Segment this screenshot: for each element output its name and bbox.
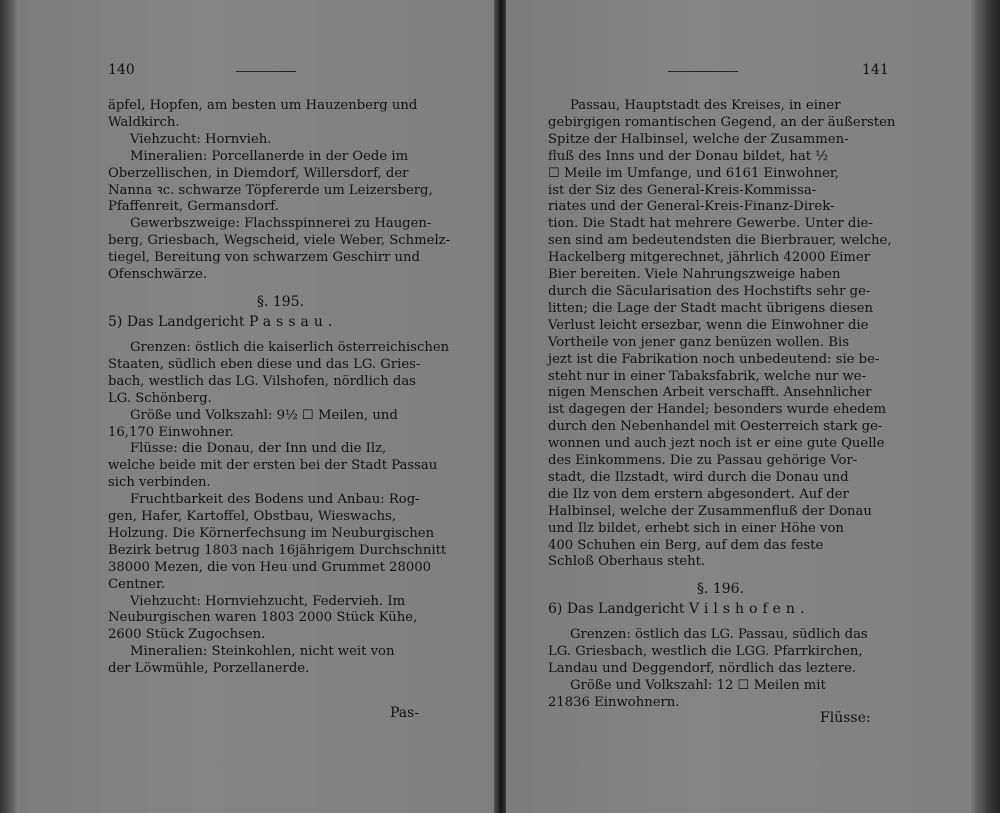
text-line: sich verbinden.: [108, 475, 211, 491]
text-line: ☐ Meile im Umfange, und 6161 Einwohner,: [548, 165, 839, 181]
section-heading: [548, 599, 893, 619]
text-line: Oberzellischen, in Diemdorf, Willersdorf, der: [108, 165, 409, 181]
text-line: Flüsse: die Donau, der Inn und die Ilz,: [130, 441, 387, 457]
text-line: der Löwmühle, Porzellanerde.: [108, 661, 310, 677]
text-line: Mineralien: Porcellanerde in der Oede im: [130, 148, 409, 164]
text-line: Bezirk betrug 1803 nach 16jährigem Durchschnitt: [108, 542, 447, 558]
text-line: Ofenschwärze.: [108, 267, 208, 283]
section-number: §. 196.: [696, 581, 745, 598]
heading-prefix: 5) Das Landgericht: [108, 313, 245, 330]
text-line: Vortheile von jener ganz benüzen wollen. Bis: [548, 334, 849, 350]
text-line: Viehzucht: Hornviehzucht, Federvieh. Im: [130, 593, 406, 609]
text-line: riates und der General-Kreis-Finanz-Direk-: [548, 199, 835, 215]
heading-prefix: 6) Das Landgericht: [548, 601, 685, 618]
text-line: äpfel, Hopfen, am besten um Hauzenberg und: [108, 98, 418, 113]
text-line: bach, westlich das LG. Vilshofen, nördlich das: [108, 373, 416, 389]
text-line: Bier bereiten. Viele Nahrungszweige haben: [548, 267, 841, 283]
text-line: fluß des Inns und der Donau bildet, hat ½: [548, 148, 829, 164]
left-catchword: Pas-: [390, 705, 420, 721]
right-header-rule: [668, 71, 738, 72]
text-line: durch die Säcularisation des Hochstifts sehr ge-: [548, 283, 871, 299]
text-line: Größe und Volkszahl: 9½ ☐ Meilen, und: [130, 407, 398, 423]
text-line: steht nur in einer Tabaksfabrik, welche nur we-: [548, 368, 867, 384]
text-line: Neuburgischen waren 1803 2000 Stück Kühe,: [108, 610, 418, 626]
text-line: Centner.: [108, 576, 166, 592]
text-line: und Ilz bildet, erhebt sich in einer Höhe von: [548, 520, 844, 536]
text-line: Nanna ꝛc. schwarze Töpfererde um Leizersberg,: [108, 182, 433, 198]
text-line: ist dagegen der Handel; besonders wurde ehedem: [548, 402, 886, 418]
right-page-edge: [970, 0, 1000, 813]
text-line: Halbinsel, welche der Zusammenfluß der Donau: [548, 503, 872, 519]
right-catchword: Flüsse:: [820, 710, 871, 726]
text-line: stadt, die Ilzstadt, wird durch die Donau und: [548, 469, 849, 485]
text-line: Gewerbszweige: Flachsspinnerei zu Haugen-: [130, 216, 432, 232]
right-page-number: 141: [862, 62, 889, 78]
text-line: Schloß Oberhaus steht.: [548, 554, 706, 570]
text-line: tiegel, Bereitung von schwarzem Geschirr und: [108, 250, 420, 266]
text-line: Mineralien: Steinkohlen, nicht weit von: [130, 644, 395, 660]
text-line: gebirgigen romantischen Gegend, an der äußersten: [548, 114, 896, 130]
text-line: wonnen und auch jezt noch ist er eine gute Quelle: [548, 436, 885, 452]
text-line: LG. Schönberg.: [108, 390, 212, 406]
text-line: des Einkommens. Die zu Passau gehörige Vor-: [548, 453, 858, 469]
text-line: Grenzen: östlich das LG. Passau, südlich das: [570, 627, 868, 643]
text-line: Spitze der Halbinsel, welche der Zusammen-: [548, 131, 849, 147]
text-line: durch den Nebenhandel mit Oesterreich stark ge-: [548, 419, 883, 435]
text-line: Fruchtbarkeit des Bodens und Anbau: Rog-: [130, 492, 420, 508]
text-line: Viehzucht: Hornvieh.: [130, 131, 272, 147]
text-line: ist der Siz des General-Kreis-Kommissa-: [548, 182, 817, 198]
text-line: LG. Griesbach, westlich die LGG. Pfarrkirchen,: [548, 644, 863, 660]
text-line: jezt ist die Fabrikation noch unbedeutend: sie be-: [548, 351, 880, 367]
text-line: Hackelberg mitgerechnet, jährlich 42000 Eimer: [548, 250, 871, 266]
text-line: 2600 Stück Zugochsen.: [108, 627, 266, 643]
text-line: Größe und Volkszahl: 12 ☐ Meilen mit: [570, 678, 826, 694]
text-line: Passau, Hauptstadt des Kreises, in einer: [570, 98, 841, 113]
text-line: welche beide mit der ersten bei der Stadt Passau: [108, 458, 438, 474]
left-text-column: [108, 98, 453, 678]
text-line: berg, Griesbach, Wegscheid, viele Weber, Schmelz-: [108, 233, 451, 249]
text-line: 400 Schuhen ein Berg, auf dem das feste: [548, 537, 824, 553]
heading-name: Vilshofen.: [689, 601, 810, 618]
text-line: die Ilz von dem erstern abgesondert. Auf der: [548, 486, 849, 502]
text-line: Landau und Deggendorf, nördlich das leztere.: [548, 661, 857, 677]
left-page-edge: [0, 0, 18, 813]
text-line: gen, Hafer, Kartoffel, Obstbau, Wieswachs,: [108, 509, 397, 525]
heading-name: Passau.: [249, 313, 338, 330]
right-text-column: [548, 98, 896, 712]
book-gutter: [494, 0, 506, 813]
text-line: 21836 Einwohnern.: [548, 695, 680, 710]
text-line: Verlust leicht ersezbar, wenn die Einwohner die: [548, 317, 869, 333]
text-line: 16,170 Einwohner.: [108, 424, 234, 440]
section-number: §. 195.: [256, 293, 305, 310]
left-page-number: 140: [108, 62, 135, 78]
text-line: sen sind am bedeutendsten die Bierbrauer, welche,: [548, 233, 892, 249]
text-line: Staaten, südlich eben diese und das LG. Gries-: [108, 356, 421, 372]
text-line: tion. Die Stadt hat mehrere Gewerbe. Unter die-: [548, 216, 873, 232]
text-line: Holzung. Die Körnerfechsung im Neuburgischen: [108, 525, 435, 541]
text-line: 38000 Mezen, die von Heu und Grummet 28000: [108, 559, 432, 575]
text-line: Waldkirch.: [108, 114, 180, 130]
text-line: Grenzen: östlich die kaiserlich österreichischen: [130, 339, 450, 355]
text-line: Pfaffenreit, Germansdorf.: [108, 199, 279, 215]
text-line: litten; die Lage der Stadt macht übrigens diesen: [548, 300, 873, 316]
left-header-rule: [236, 71, 296, 72]
text-line: nigen Menschen Arbeit verschafft. Ansehnlicher: [548, 385, 872, 401]
section-heading: [108, 312, 453, 332]
